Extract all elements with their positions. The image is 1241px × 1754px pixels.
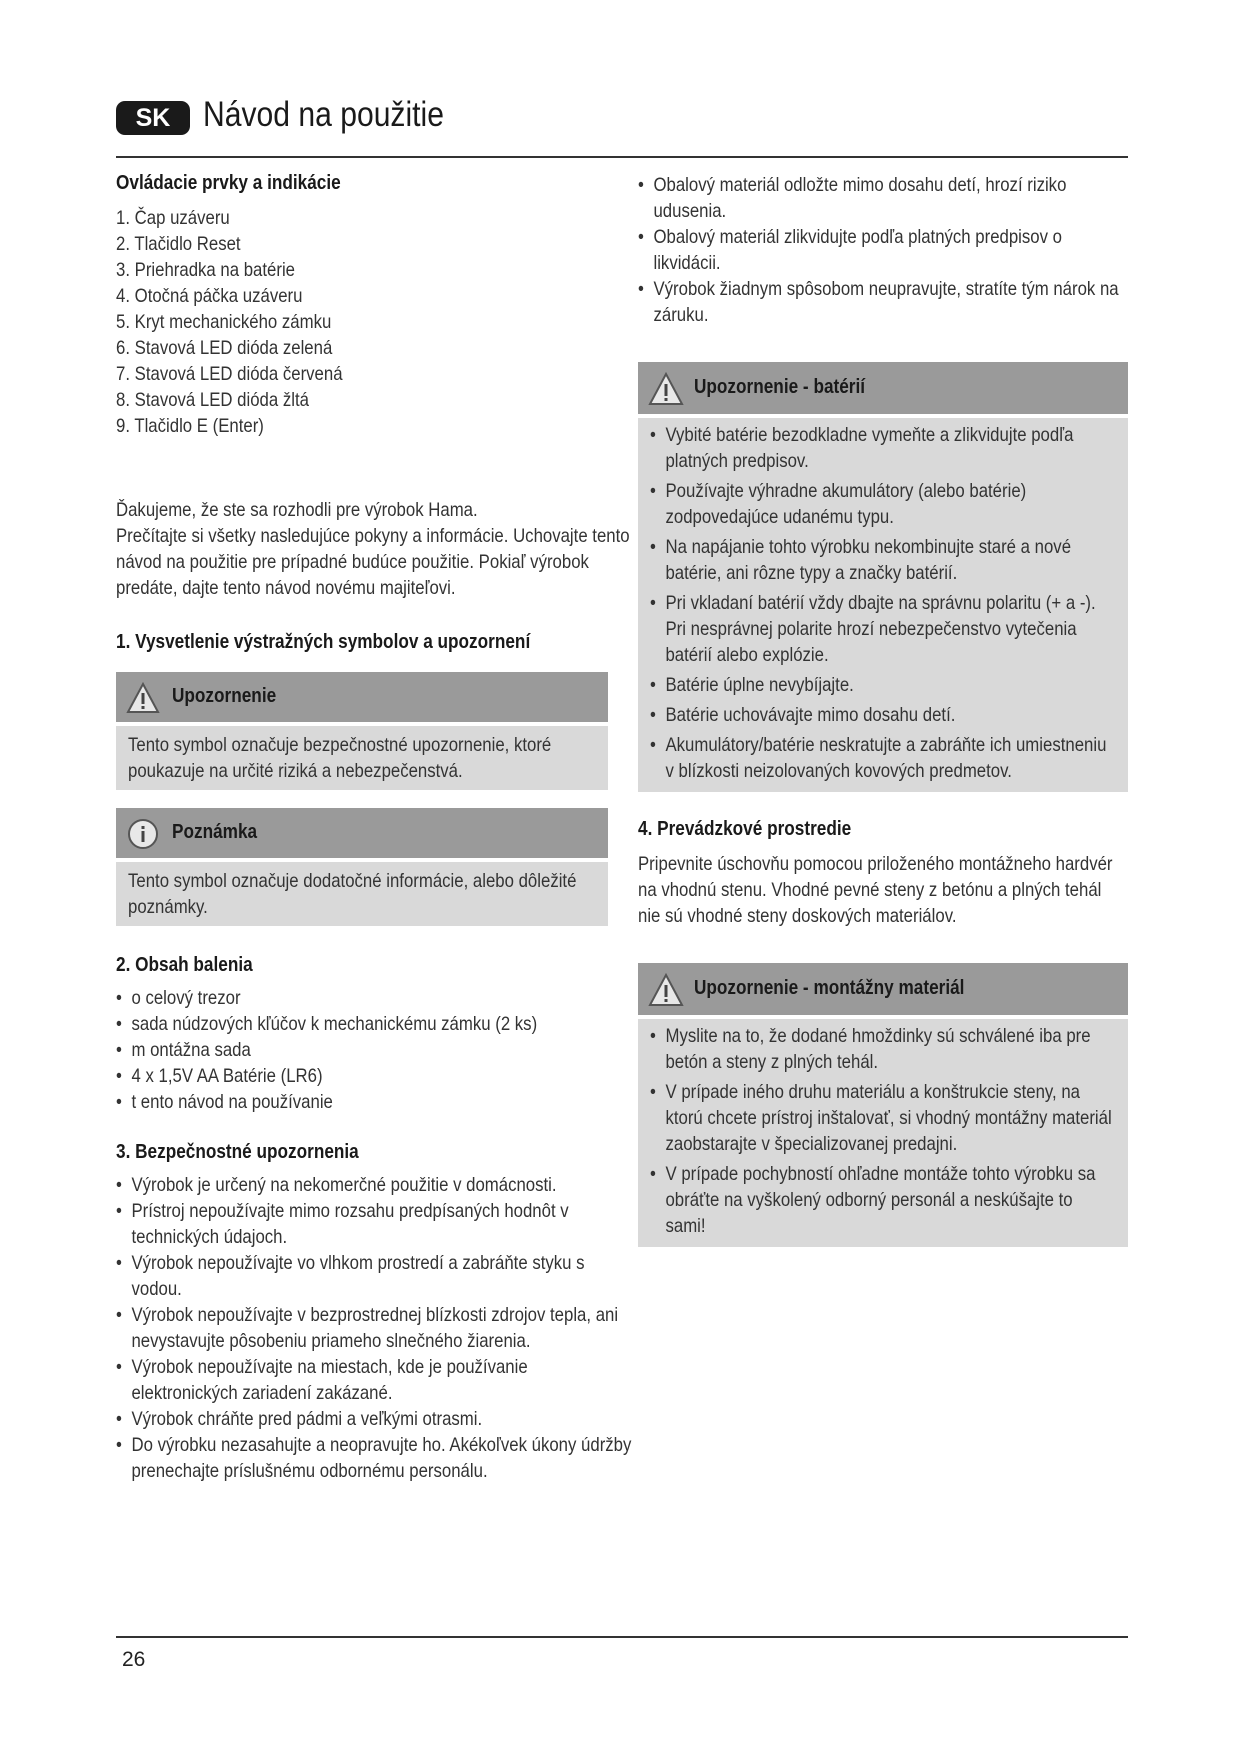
intro-instructions: Prečítajte si všetky nasledujúce pokyny a informácie. Uchovajte tento návod na použitie pre prípadné budúce použitie. Pokiaľ výrobok predáte, dajte tento návod novému majiteľovi. bbox=[116, 525, 630, 599]
right-column bbox=[638, 172, 1128, 1247]
list-item: • Výrobok nepoužívajte vo vlhkom prostredí a zabráňte styku s vodou. bbox=[116, 1250, 635, 1302]
list-item: • Výrobok nepoužívajte v bezprostrednej blízkosti zdrojov tepla, ani nevystavujte pôsobeniu priameho slnečného žiarenia. bbox=[116, 1302, 635, 1354]
battery-list bbox=[650, 422, 1115, 784]
warning-box-header bbox=[116, 672, 608, 722]
battery-warning-label: Upozornenie - batérií bbox=[694, 376, 866, 398]
left-column bbox=[116, 172, 636, 1484]
mounting-warning-label: Upozornenie - montážny materiál bbox=[694, 977, 965, 999]
warning-triangle-icon bbox=[648, 973, 684, 1007]
battery-warning-body bbox=[638, 418, 1128, 792]
list-item: • Vybité batérie bezodkladne vymeňte a zlikvidujte podľa platných predpisov. bbox=[650, 422, 1115, 474]
section2-title: 2. Obsah balenia bbox=[116, 954, 253, 976]
list-item: • m ontážna sada bbox=[116, 1037, 635, 1063]
section1-title: 1. Vysvetlenie výstražných symbolov a upozornení bbox=[116, 631, 531, 653]
list-item: • t ento návod na používanie bbox=[116, 1089, 635, 1115]
package-contents-list bbox=[116, 985, 635, 1115]
intro-thanks: Ďakujeme, že ste sa rozhodli pre výrobok Hama. bbox=[116, 499, 478, 521]
info-icon bbox=[126, 818, 160, 850]
list-item: 9. Tlačidlo E (Enter) bbox=[116, 415, 264, 437]
list-item: • sada núdzových kľúčov k mechanickému zámku (2 ks) bbox=[116, 1011, 635, 1037]
warning-triangle-icon bbox=[126, 682, 160, 714]
list-item: • Na napájanie tohto výrobku nekombinujte staré a nové batérie, ani rôzne typy a značky batérií. bbox=[650, 534, 1115, 586]
list-item: 6. Stavová LED dióda zelená bbox=[116, 337, 333, 359]
controls-title: Ovládacie prvky a indikácie bbox=[116, 172, 341, 194]
list-item: 5. Kryt mechanického zámku bbox=[116, 311, 332, 333]
list-item: • Akumulátory/batérie neskratujte a zabráňte ich umiestneniu v blízkosti neizolovaných kovových predmetov. bbox=[650, 732, 1115, 784]
list-item: • Používajte výhradne akumulátory (alebo batérie) zodpovedajúce udanému typu. bbox=[650, 478, 1115, 530]
page-number: 26 bbox=[122, 1648, 146, 1671]
section4-text: Pripevnite úschovňu pomocou priloženého montážneho hardvér na vhodnú stenu. Vhodné pevné steny z betónu a plných tehál nie sú vhodné steny doskových materiálov. bbox=[638, 853, 1113, 927]
list-item: • o celový trezor bbox=[116, 985, 635, 1011]
list-item: 1. Čap uzáveru bbox=[116, 207, 230, 229]
list-item: 3. Priehradka na batérie bbox=[116, 259, 296, 281]
note-label: Poznámka bbox=[172, 821, 258, 843]
list-item: • Do výrobku nezasahujte a neopravujte ho. Akékoľvek úkony údržby prenechajte príslušnému odbornému personálu. bbox=[116, 1432, 635, 1484]
battery-warning-header bbox=[638, 362, 1128, 414]
list-item: 4. Otočná páčka uzáveru bbox=[116, 285, 303, 307]
list-item: • Výrobok nepoužívajte na miestach, kde je používanie elektronických zariadení zakázané. bbox=[116, 1354, 635, 1406]
note-box-header bbox=[116, 808, 608, 858]
page-title: Návod na použitie bbox=[203, 95, 444, 134]
list-item: • Výrobok chráňte pred pádmi a veľkými otrasmi. bbox=[116, 1406, 635, 1432]
warning-triangle-icon bbox=[648, 372, 684, 406]
list-item: 7. Stavová LED dióda červená bbox=[116, 363, 343, 385]
list-item: • Obalový materiál zlikvidujte podľa platných predpisov o likvidácii. bbox=[638, 224, 1127, 276]
packaging-list bbox=[638, 172, 1127, 328]
list-item: • V prípade pochybností ohľadne montáže tohto výrobku sa obráťte na vyškolený odborný personál a neskúšajte to sami! bbox=[650, 1161, 1115, 1239]
language-badge: SK bbox=[116, 101, 190, 135]
note-text: Tento symbol označuje dodatočné informácie, alebo dôležité poznámky. bbox=[128, 870, 577, 918]
list-item: • Výrobok žiadnym spôsobom neupravujte, stratíte tým nárok na záruku. bbox=[638, 276, 1127, 328]
mounting-list bbox=[650, 1023, 1115, 1239]
list-item: • Batérie uchovávajte mimo dosahu detí. bbox=[650, 702, 1115, 728]
section3-title: 3. Bezpečnostné upozornenia bbox=[116, 1141, 359, 1163]
mounting-warning-body bbox=[638, 1019, 1128, 1247]
list-item: • Výrobok je určený na nekomerčné použitie v domácnosti. bbox=[116, 1172, 635, 1198]
section4-title: 4. Prevádzkové prostredie bbox=[638, 818, 852, 840]
list-item: • Batérie úplne nevybíjajte. bbox=[650, 672, 1115, 698]
warning-text: Tento symbol označuje bezpečnostné upozornenie, ktoré poukazuje na určité riziká a nebezpečenstvá. bbox=[128, 734, 552, 782]
warning-label: Upozornenie bbox=[172, 685, 277, 707]
controls-list bbox=[116, 205, 635, 439]
footer-rule bbox=[116, 1636, 1128, 1638]
list-item: 2. Tlačidlo Reset bbox=[116, 233, 241, 255]
intro-text bbox=[116, 497, 635, 601]
list-item: • 4 x 1,5V AA Batérie (LR6) bbox=[116, 1063, 635, 1089]
mounting-warning-header bbox=[638, 963, 1128, 1015]
list-item: 8. Stavová LED dióda žltá bbox=[116, 389, 309, 411]
list-item: • Obalový materiál odložte mimo dosahu detí, hrozí riziko udusenia. bbox=[638, 172, 1127, 224]
list-item: • Myslite na to, že dodané hmoždinky sú schválené iba pre betón a steny z plných tehál. bbox=[650, 1023, 1115, 1075]
list-item: • Prístroj nepoužívajte mimo rozsahu predpísaných hodnôt v technických údajoch. bbox=[116, 1198, 635, 1250]
safety-list bbox=[116, 1172, 635, 1484]
list-item: • V prípade iného druhu materiálu a konštrukcie steny, na ktorú chcete prístroj inštalovať, si vhodný montážny materiál zaobstarajte v špecializovanej predajni. bbox=[650, 1079, 1115, 1157]
page-header bbox=[116, 92, 1128, 158]
note-box-body bbox=[116, 862, 608, 926]
list-item: • Pri vkladaní batérií vždy dbajte na správnu polaritu (+ a -). Pri nesprávnej polarite hrozí nebezpečenstvo vytečenia batérií alebo explózie. bbox=[650, 590, 1115, 668]
warning-box-body bbox=[116, 726, 608, 790]
